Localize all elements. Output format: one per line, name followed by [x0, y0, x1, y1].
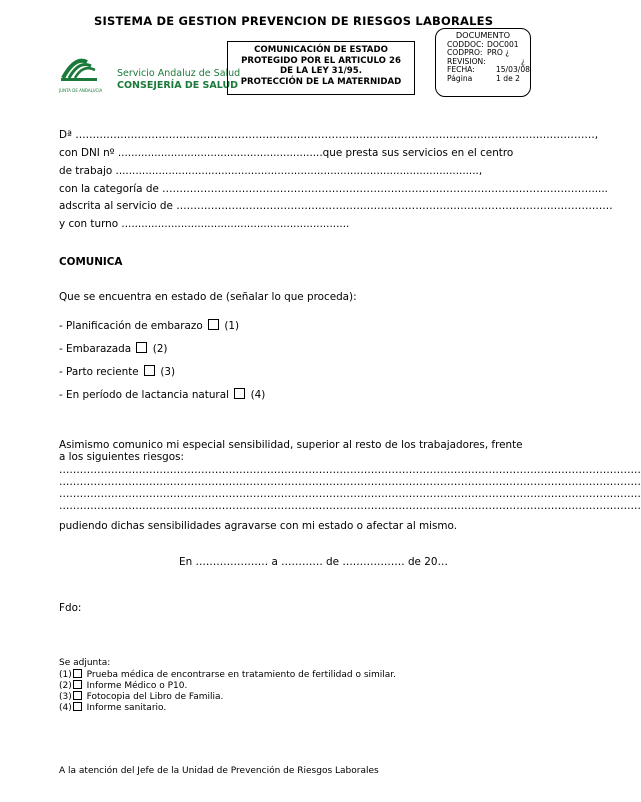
form-line-shift: y con turno ..................................................................... [59, 218, 350, 230]
logo-small-text: JUNTA DE ANDALUCIA [59, 88, 103, 93]
comm-line: COMUNICACIÓN DE ESTADO [254, 45, 388, 55]
form-line-dni: con DNI nº ..............................................................que presta sus servicios en el centro [59, 147, 514, 159]
doc-value: 1 de 2 [496, 73, 520, 83]
attachment-item [59, 702, 166, 714]
comunica-heading: COMUNICA [59, 256, 123, 268]
risk-dotline: …………………………………………………………………………………………………………………………………………………… [59, 488, 641, 500]
closing-text: pudiendo dichas sensibilidades agravarse con mi estado o afectar al mismo. [59, 520, 458, 532]
signature-label: Fdo: [59, 602, 82, 614]
attachment-number: (4) [59, 703, 72, 713]
form-line-category: con la categoría de ……………………………………………………………………………………………………………...... [59, 183, 608, 195]
doc-row [447, 75, 530, 84]
option-number: (3) [160, 366, 176, 378]
option-label: - Parto reciente [59, 366, 139, 378]
risk-dotline: …………………………………………………………………………………………………………………………………………………… [59, 500, 641, 512]
attachment-checkbox[interactable] [73, 680, 82, 689]
doc-key: Página [447, 73, 473, 83]
attachment-number: (2) [59, 681, 72, 691]
option-number: (2) [152, 343, 168, 355]
checkbox-planning[interactable] [208, 319, 219, 330]
doc-key: REVISION: [447, 56, 486, 66]
doc-key: CODDOC: [447, 39, 484, 49]
doc-value: DOC001 [487, 39, 519, 49]
communication-title-box [227, 41, 415, 95]
attachment-text: Fotocopia del Libro de Familia. [86, 692, 224, 702]
attachments-title: Se adjunta: [59, 658, 111, 668]
attachment-text: Prueba médica de encontrarse en tratamiento de fertilidad o similar. [86, 670, 397, 680]
risk-dotline: …………………………………………………………………………………………………………………………………………………… [59, 476, 641, 488]
attachment-text: Informe Médico o P10. [86, 681, 188, 691]
attachment-number: (3) [59, 692, 72, 702]
doc-value: ¿ [521, 56, 526, 66]
option-pregnant [59, 342, 167, 355]
logo-line1: Servicio Andaluz de Salud [117, 68, 241, 79]
option-label: - En período de lactancia natural [59, 389, 229, 401]
doc-value: 15/03/08 [495, 65, 530, 75]
sensitivity-line2: a los siguientes riesgos: [59, 451, 184, 463]
attachment-number: (1) [59, 670, 72, 680]
option-number: (1) [224, 320, 240, 332]
attachment-checkbox[interactable] [73, 702, 82, 711]
risk-dotline: …………………………………………………………………………………………………………………………………………………… [59, 464, 641, 476]
checkbox-lactation[interactable] [234, 388, 245, 399]
attachment-item [59, 680, 187, 692]
option-label: - Embarazada [59, 343, 132, 355]
checkbox-recent-birth[interactable] [144, 365, 155, 376]
footer-note: A la atención del Jefe de la Unidad de Prevención de Riesgos Laborales [59, 766, 379, 776]
form-line-service: adscrita al servicio de ……………………………………………………………………………………………………………… [59, 200, 613, 212]
attachment-text: Informe sanitario. [86, 703, 167, 713]
option-number: (4) [250, 389, 266, 401]
option-recent-birth [59, 365, 175, 378]
sensitivity-line1: Asimismo comunico mi especial sensibilidad, superior al resto de los trabajadores, frente [59, 439, 523, 451]
checkbox-pregnant[interactable] [136, 342, 147, 353]
doc-key: FECHA: [447, 65, 475, 75]
attachment-item [59, 669, 396, 681]
logo-line2: CONSEJERÍA DE SALUD [117, 80, 239, 91]
doc-value: PRO ¿ [487, 48, 510, 58]
attachment-checkbox[interactable] [73, 669, 82, 678]
date-line: En ………………… a ………… de ……………… de 20… [179, 556, 448, 568]
junta-logo-icon [57, 52, 109, 92]
doc-key: CODPRO: [447, 48, 483, 58]
comm-line: PROTECCIÓN DE LA MATERNIDAD [240, 76, 402, 87]
option-label: - Planificación de embarazo [59, 320, 203, 332]
option-planning [59, 319, 239, 332]
comm-line: DE LA LEY 31/95. [280, 66, 362, 76]
system-title: SISTEMA DE GESTION PREVENCION DE RIESGOS LABORALES [94, 14, 494, 28]
doc-title: DOCUMENTO [455, 30, 511, 40]
form-line-name: Dª ……………………………………………………………………………………………………………………………………, [59, 129, 599, 141]
attachment-item [59, 691, 223, 703]
option-lactation [59, 388, 265, 401]
document-info-box [435, 28, 531, 97]
intro-text: Que se encuentra en estado de (señalar lo que proceda): [59, 291, 357, 303]
attachment-checkbox[interactable] [73, 691, 82, 700]
form-line-centre: de trabajo .............................................................................................................., [59, 165, 483, 177]
comm-line: PROTEGIDO POR EL ARTICULO 26 [241, 55, 401, 66]
